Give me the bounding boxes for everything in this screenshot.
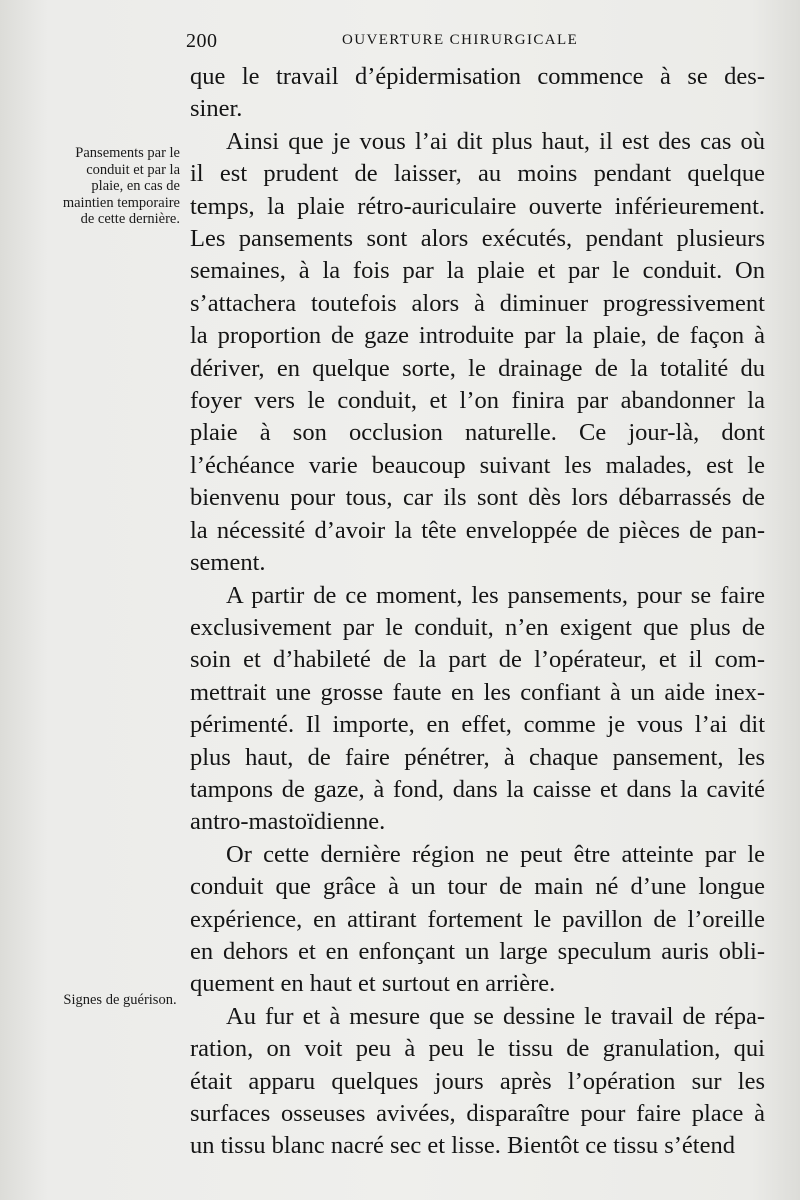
page-number: 200: [186, 30, 218, 52]
text-line: semaines, à la fois par la plaie et par le conduit. On: [190, 257, 765, 285]
text-line: antro-mastoïdienne.: [190, 808, 386, 836]
text-line: l’échéance varie beaucoup suivant les malades, est le: [190, 451, 765, 479]
text-line: exclusivement par le conduit, n’en exigent que plus de: [190, 613, 765, 641]
text-line: soin et d’habileté de la part de l’opérateur, et il com-: [190, 646, 765, 674]
margin-note-healing-signs: Signes de guérison.: [63, 992, 177, 1008]
paragraph: [190, 839, 765, 1001]
text-line: un tissu blanc nacré sec et lisse. Bientôt ce tissu s’étend: [190, 1132, 735, 1160]
margin-note-dressings: Pansements par le conduit et par la plaie, en cas de maintien temporaire de cette dernière.: [62, 145, 180, 227]
text-line: A partir de ce moment, les pansements, pour se faire: [226, 581, 765, 609]
text-line: plaie à son occlusion naturelle. Ce jour-là, dont: [190, 419, 765, 447]
running-title: OUVERTURE CHIRURGICALE: [342, 32, 579, 48]
text-line: plus haut, de faire pénétrer, à chaque pansement, les: [190, 743, 765, 771]
text-line: sement.: [190, 549, 266, 577]
page-header: [0, 30, 800, 60]
paragraph: [190, 580, 765, 839]
text-line: bienvenu pour tous, car ils sont dès lors débarrassés de: [190, 484, 765, 512]
text-line: Ainsi que je vous l’ai dit plus haut, il est des cas où: [226, 127, 765, 155]
paragraph: [190, 126, 765, 580]
text-line: conduit que grâce à un tour de main né d’une longue: [190, 873, 765, 901]
text-line: dériver, en quelque sorte, le drainage de la totalité du: [190, 354, 765, 382]
text-line: Les pansements sont alors exécutés, pendant plusieurs: [190, 225, 765, 253]
text-line: la nécessité d’avoir la tête enveloppée de pièces de pan-: [190, 516, 765, 544]
paragraph: [190, 1001, 765, 1163]
main-text-block: [190, 61, 765, 1163]
text-line: mettrait une grosse faute en les confiant à un aide inex-: [190, 678, 765, 706]
text-line: quement en haut et surtout en arrière.: [190, 970, 556, 998]
text-line: temps, la plaie rétro-auriculaire ouverte inférieurement.: [190, 192, 765, 220]
paragraph: [190, 61, 765, 126]
text-line: que le travail d’épidermisation commence à se des-: [190, 63, 765, 90]
text-line: expérience, en attirant fortement le pavillon de l’oreille: [190, 905, 765, 933]
text-line: était apparu quelques jours après l’opération sur les: [190, 1067, 765, 1095]
text-line: surfaces osseuses avivées, disparaître pour faire place à: [190, 1100, 765, 1127]
text-line: en dehors et en enfonçant un large speculum auris obli-: [190, 937, 765, 965]
text-line: Au fur et à mesure que se dessine le travail de répa-: [226, 1002, 765, 1030]
text-line: foyer vers le conduit, et l’on finira par abandonner la: [190, 387, 765, 415]
text-line: Or cette dernière région ne peut être atteinte par le: [226, 840, 765, 868]
text-line: il est prudent de laisser, au moins pendant quelque: [190, 160, 765, 188]
text-line: s’attachera toutefois alors à diminuer progressivement: [190, 289, 765, 317]
text-line: siner.: [190, 95, 243, 123]
text-line: tampons de gaze, à fond, dans la caisse et dans la cavité: [190, 775, 765, 803]
text-line: la proportion de gaze introduite par la plaie, de façon à: [190, 322, 765, 350]
text-line: périmenté. Il importe, en effet, comme je vous l’ai dit: [190, 711, 765, 739]
text-line: ration, on voit peu à peu le tissu de granulation, qui: [190, 1035, 765, 1063]
